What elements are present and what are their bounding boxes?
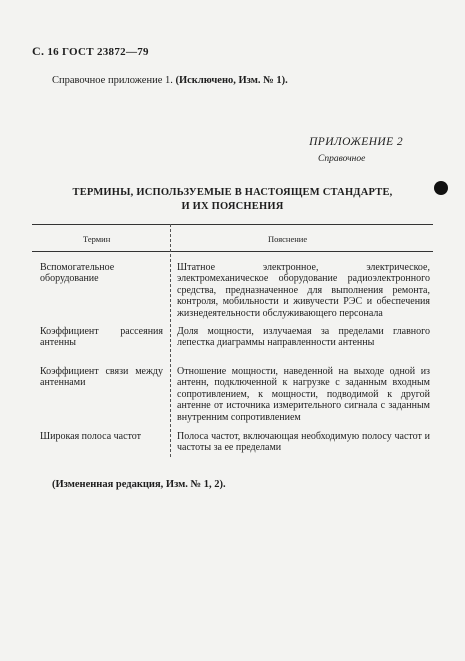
- table-row-term: Коэффициент рассеяния антенны: [40, 326, 163, 349]
- appendix-1-label: Справочное приложение 1.: [52, 75, 176, 86]
- column-header-term: Термин: [83, 234, 111, 244]
- table-row-explanation: Отношение мощности, наведенной на выходе одной из антенн, подключенной к нагрузке с заданным входным сопротивлением, к мощности, подводимой к другой антенне от источника измерительного сигнала с заданным внутренним сопротивлением: [177, 366, 430, 423]
- table-row-explanation: Полоса частот, включающая необходимую полосу частот и частоты за ее пределами: [177, 431, 430, 454]
- page-reference: 16 ГОСТ 23872—79: [47, 46, 149, 58]
- amendment-note: (Измененная редакция, Изм. № 1, 2).: [52, 479, 226, 490]
- section-title-line-2: И ИХ ПОЯСНЕНИЯ: [181, 201, 284, 212]
- page-header: [32, 44, 149, 59]
- table-top-rule: [32, 224, 433, 225]
- table-row-term: Широкая полоса частот: [40, 431, 142, 442]
- appendix-2-subtitle: Справочное: [318, 154, 366, 164]
- table-row-explanation: Доля мощности, излучаемая за пределами главного лепестка диаграммы направленности антенны: [177, 326, 430, 349]
- table-row-explanation: Штатное электронное, электрическое, электромеханическое оборудование радиоэлектронного средства, предназначенное для выполнения ремонта, контроля, мобильности и живучести РЭС и обеспечения жизнедеятельности обслуживающего персонала: [177, 262, 430, 319]
- table-column-divider: [170, 224, 171, 457]
- appendix-1-status: (Исключено, Изм. № 1).: [175, 75, 288, 86]
- punch-hole: [434, 181, 448, 195]
- table-header-rule: [32, 251, 433, 252]
- table-row-term: Коэффициент связи между антеннами: [40, 366, 163, 389]
- section-title: [0, 186, 465, 214]
- page-prefix: С.: [32, 44, 45, 58]
- column-header-explanation: Пояснение: [268, 234, 308, 244]
- appendix-2-title: ПРИЛОЖЕНИЕ 2: [309, 136, 403, 148]
- appendix-1-note: [52, 75, 288, 86]
- section-title-line-1: ТЕРМИНЫ, ИСПОЛЬЗУЕМЫЕ В НАСТОЯЩЕМ СТАНДАРТЕ,: [72, 187, 393, 198]
- table-row-term: Вспомогательное оборудование: [40, 262, 115, 285]
